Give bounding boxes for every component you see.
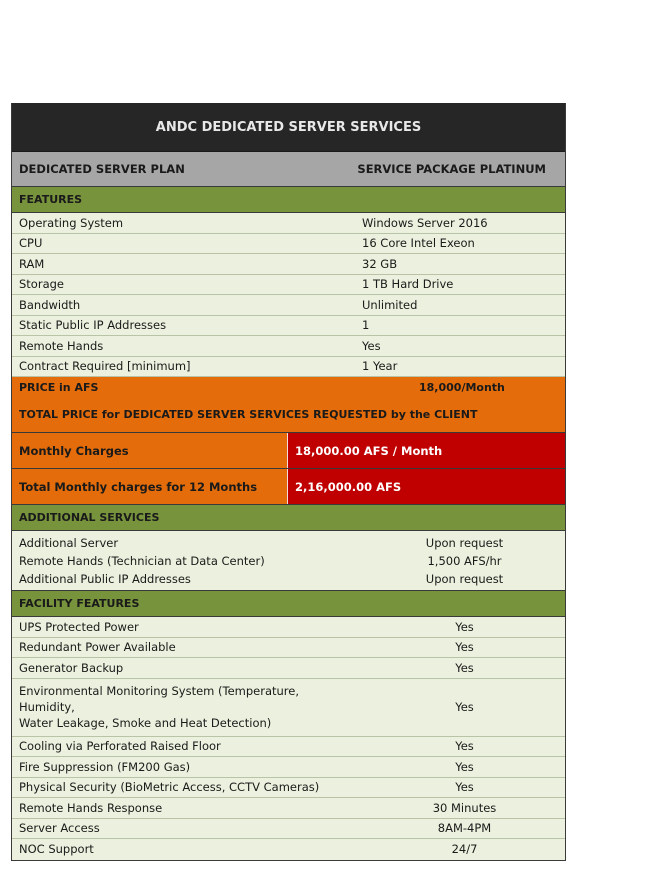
facility-value: Yes — [455, 700, 474, 714]
total-requested-label: TOTAL PRICE for DEDICATED SERVER SERVICES REQUESTED by the CLIENT — [19, 408, 478, 421]
facility-label: Server Access — [19, 821, 100, 836]
sheet-title: ANDC DEDICATED SERVER SERVICES — [155, 119, 422, 135]
facility-value: 30 Minutes — [432, 800, 497, 815]
facility-label: UPS Protected Power — [19, 619, 139, 634]
additional-service-row — [12, 570, 565, 588]
feature-value: 1 — [362, 318, 370, 333]
monthly-charges-label: Monthly Charges — [12, 433, 288, 468]
facility-features-heading-label: FACILITY FEATURES — [19, 597, 140, 610]
facility-row — [12, 617, 565, 638]
facility-features-heading — [12, 591, 565, 617]
additional-services-list — [12, 531, 565, 591]
feature-label: Static Public IP Addresses — [19, 318, 167, 333]
additional-service-value: 1,500 AFS/hr — [427, 554, 502, 568]
facility-value: Yes — [455, 759, 474, 774]
facility-label: Fire Suppression (FM200 Gas) — [19, 759, 191, 774]
total-requested-row — [12, 397, 565, 433]
facility-row — [12, 757, 565, 778]
package-label: SERVICE PACKAGE PLATINUM — [357, 162, 546, 176]
feature-row — [12, 357, 565, 378]
feature-value: Windows Server 2016 — [362, 215, 488, 230]
facility-label: NOC Support — [19, 842, 94, 857]
feature-value: 32 GB — [362, 256, 398, 271]
price-value: 18,000/Month — [419, 380, 505, 394]
total-12-months-row — [12, 469, 565, 505]
additional-service-row — [12, 534, 565, 552]
additional-service-label: Additional Public IP Addresses — [19, 572, 191, 586]
facility-label: Redundant Power Available — [19, 640, 176, 655]
feature-label: Bandwidth — [19, 297, 81, 312]
feature-row — [12, 275, 565, 296]
sheet-title-row — [12, 103, 565, 152]
feature-label: Remote Hands — [19, 338, 104, 353]
facility-label: Physical Security (BioMetric Access, CCTV Cameras) — [19, 780, 320, 795]
plan-header-row — [12, 152, 565, 187]
facility-value: 8AM-4PM — [437, 821, 492, 836]
facility-value: Yes — [455, 739, 474, 754]
facility-row — [12, 839, 565, 860]
additional-service-row — [12, 552, 565, 570]
features-heading — [12, 187, 565, 213]
facility-row — [12, 819, 565, 840]
additional-service-label: Additional Server — [19, 536, 119, 550]
plan-label: DEDICATED SERVER PLAN — [19, 162, 185, 176]
feature-label: Contract Required [minimum] — [19, 359, 191, 374]
feature-row — [12, 254, 565, 275]
feature-value: Unlimited — [362, 297, 418, 312]
additional-services-heading — [12, 505, 565, 531]
additional-service-value: Upon request — [425, 536, 504, 550]
facility-label: Environmental Monitoring System (Temperature, Humidity, Water Leakage, Smoke and Heat Detection) — [19, 684, 300, 730]
facility-label: Cooling via Perforated Raised Floor — [19, 739, 221, 754]
facility-value: Yes — [455, 640, 474, 655]
facility-row — [12, 658, 565, 679]
feature-value: 1 Year — [362, 359, 398, 374]
feature-value: 16 Core Intel Exeon — [362, 236, 475, 251]
features-heading-label: FEATURES — [19, 193, 83, 206]
feature-label: Operating System — [19, 215, 124, 230]
feature-row — [12, 295, 565, 316]
facility-value: Yes — [455, 619, 474, 634]
feature-label: RAM — [19, 256, 45, 271]
total-12-months-label: Total Monthly charges for 12 Months — [12, 469, 288, 504]
feature-row — [12, 234, 565, 255]
pricing-sheet — [11, 103, 566, 861]
facility-label: Remote Hands Response — [19, 800, 163, 815]
feature-row — [12, 336, 565, 357]
feature-row — [12, 316, 565, 337]
feature-value: 1 TB Hard Drive — [362, 277, 454, 292]
additional-service-value: Upon request — [425, 572, 504, 586]
facility-row — [12, 638, 565, 659]
feature-value: Yes — [362, 338, 381, 353]
feature-label: Storage — [19, 277, 64, 292]
facility-row — [12, 737, 565, 758]
price-row — [12, 377, 565, 397]
additional-services-heading-label: ADDITIONAL SERVICES — [19, 511, 160, 524]
monthly-charges-row — [12, 433, 565, 469]
facility-value: Yes — [455, 660, 474, 675]
facility-row — [12, 778, 565, 799]
facility-value: 24/7 — [451, 842, 478, 857]
facility-value: Yes — [455, 780, 474, 795]
price-label: PRICE in AFS — [19, 380, 99, 394]
monthly-charges-value: 18,000.00 AFS / Month — [288, 433, 565, 468]
total-12-months-value: 2,16,000.00 AFS — [288, 469, 565, 504]
additional-service-label: Remote Hands (Technician at Data Center) — [19, 554, 265, 568]
facility-label: Generator Backup — [19, 660, 124, 675]
facility-row — [12, 679, 565, 737]
feature-label: CPU — [19, 236, 43, 251]
feature-row — [12, 213, 565, 234]
facility-row — [12, 798, 565, 819]
